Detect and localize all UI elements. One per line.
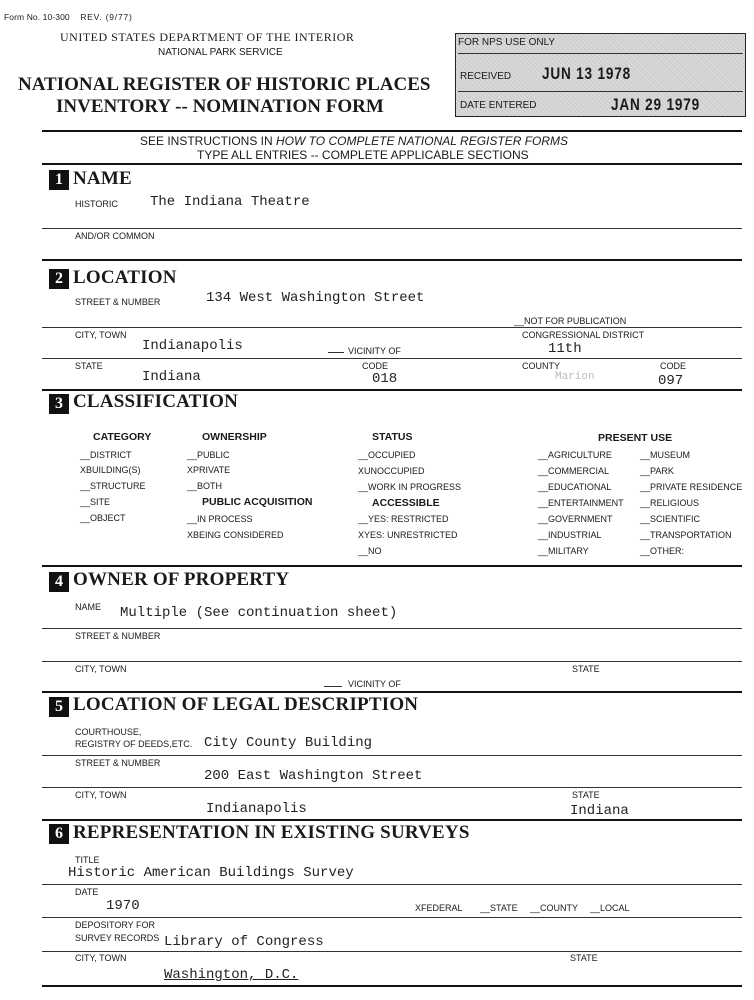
- section-5-title: LOCATION OF LEGAL DESCRIPTION: [73, 694, 419, 715]
- use-agriculture: __AGRICULTURE: [538, 450, 612, 460]
- form-title-line2: INVENTORY -- NOMINATION FORM: [56, 96, 384, 117]
- city-label: CITY, TOWN: [75, 330, 127, 340]
- congressional-district-label: CONGRESSIONAL DISTRICT: [522, 330, 645, 340]
- section-2-number: 2: [49, 269, 69, 289]
- survey-title-value: Historic American Buildings Survey: [68, 865, 354, 881]
- legal-city-label: CITY, TOWN: [75, 790, 127, 800]
- section-5-number: 5: [49, 697, 69, 717]
- use-other: __OTHER:: [640, 546, 685, 556]
- owner-street-label: STREET & NUMBER: [75, 631, 161, 641]
- section-3-number: 3: [49, 394, 69, 414]
- ownership-public: __PUBLIC: [187, 450, 230, 460]
- county-label: COUNTY: [522, 361, 560, 371]
- survey-date-value: 1970: [106, 898, 140, 914]
- use-government: __GOVERNMENT: [538, 514, 613, 524]
- accessible-no: __NO: [358, 546, 382, 556]
- survey-title-label: TITLE: [75, 855, 100, 865]
- use-transportation: __TRANSPORTATION: [640, 530, 732, 540]
- survey-federal: XFEDERAL: [415, 903, 463, 913]
- street-value: 134 West Washington Street: [206, 290, 425, 306]
- common-label: AND/OR COMMON: [75, 231, 155, 241]
- ownership-heading: OWNERSHIP: [202, 431, 267, 443]
- section-3-title: CLASSIFICATION: [73, 391, 239, 412]
- not-for-publication: __NOT FOR PUBLICATION: [514, 316, 627, 326]
- section-2-title: LOCATION: [73, 267, 177, 288]
- owner-name-label: NAME: [75, 602, 102, 612]
- survey-local: __LOCAL: [590, 903, 630, 913]
- section-6-title: REPRESENTATION IN EXISTING SURVEYS: [73, 822, 470, 843]
- owner-state-label: STATE: [572, 664, 600, 674]
- use-commercial: __COMMERCIAL: [538, 466, 610, 476]
- use-industrial: __INDUSTRIAL: [538, 530, 602, 540]
- service-name: NATIONAL PARK SERVICE: [158, 47, 283, 58]
- code2-value: 097: [658, 373, 684, 389]
- received-stamp: JUN 13 1978: [542, 64, 631, 83]
- historic-value: The Indiana Theatre: [150, 194, 310, 210]
- department-name: UNITED STATES DEPARTMENT OF THE INTERIOR: [60, 30, 355, 44]
- registry-value: City County Building: [204, 735, 373, 751]
- instructions-line2: TYPE ALL ENTRIES -- COMPLETE APPLICABLE SECTIONS: [197, 148, 529, 162]
- form-number: [4, 12, 133, 22]
- legal-state-label: STATE: [572, 790, 600, 800]
- vicinity-label: VICINITY OF: [348, 346, 401, 356]
- legal-state-value: Indiana: [570, 803, 629, 819]
- registry-label: REGISTRY OF DEEDS,ETC.: [75, 739, 193, 749]
- category-structure: __STRUCTURE: [80, 481, 146, 491]
- depository-label-2: SURVEY RECORDS: [75, 933, 160, 943]
- revision-text: REV. (9/77): [80, 12, 133, 22]
- date-entered-label: DATE ENTERED: [460, 100, 537, 111]
- depository-city-value: Washington, D.C.: [164, 967, 299, 983]
- accessible-unrestricted: XYES: UNRESTRICTED: [358, 530, 458, 540]
- ownership-private: XPRIVATE: [187, 465, 231, 475]
- category-heading: CATEGORY: [93, 431, 152, 443]
- accessible-heading: ACCESSIBLE: [372, 497, 440, 509]
- county-value: Marion: [555, 371, 595, 383]
- code-value: 018: [372, 371, 398, 387]
- use-educational: __EDUCATIONAL: [538, 482, 612, 492]
- code2-label: CODE: [660, 361, 687, 371]
- form-title-line1: NATIONAL REGISTER OF HISTORIC PLACES: [18, 74, 431, 95]
- use-park: __PARK: [640, 466, 674, 476]
- survey-date-label: DATE: [75, 887, 99, 897]
- code-label: CODE: [362, 361, 389, 371]
- status-work-in-progress: __WORK IN PROGRESS: [358, 482, 462, 492]
- category-district: __DISTRICT: [80, 450, 132, 460]
- date-entered-stamp: JAN 29 1979: [611, 95, 700, 114]
- courthouse-label: COURTHOUSE,: [75, 727, 142, 737]
- ownership-both: __BOTH: [187, 481, 223, 491]
- status-unoccupied: XUNOCCUPIED: [358, 466, 425, 476]
- form-no-text: Form No. 10-300: [4, 12, 70, 22]
- use-scientific: __SCIENTIFIC: [640, 514, 701, 524]
- status-occupied: __OCCUPIED: [358, 450, 416, 460]
- section-6-number: 6: [49, 824, 69, 844]
- acquisition-heading: PUBLIC ACQUISITION: [202, 496, 313, 508]
- category-site: __SITE: [80, 497, 111, 507]
- state-label: STATE: [75, 361, 103, 371]
- historic-label: HISTORIC: [75, 199, 118, 209]
- use-religious: __RELIGIOUS: [640, 498, 700, 508]
- legal-street-value: 200 East Washington Street: [204, 768, 423, 784]
- depository-state-label: STATE: [570, 953, 598, 963]
- owner-vicinity-label: VICINITY OF: [348, 679, 401, 689]
- nps-box-heading: FOR NPS USE ONLY: [458, 37, 556, 48]
- legal-street-label: STREET & NUMBER: [75, 758, 161, 768]
- state-value: Indiana: [142, 369, 201, 385]
- owner-name-value: Multiple (See continuation sheet): [120, 605, 398, 621]
- owner-city-label: CITY, TOWN: [75, 664, 127, 674]
- survey-county: __COUNTY: [530, 903, 579, 913]
- category-object: __OBJECT: [80, 513, 126, 523]
- use-entertainment: __ENTERTAINMENT: [538, 498, 624, 508]
- section-4-number: 4: [49, 572, 69, 592]
- congressional-district-value: 11th: [548, 341, 582, 357]
- depository-label-1: DEPOSITORY FOR: [75, 920, 156, 930]
- acquisition-being-considered: XBEING CONSIDERED: [187, 530, 284, 540]
- use-museum: __MUSEUM: [640, 450, 691, 460]
- survey-state: __STATE: [480, 903, 518, 913]
- section-4-title: OWNER OF PROPERTY: [73, 569, 290, 590]
- present-use-heading: PRESENT USE: [598, 432, 673, 444]
- section-1-number: 1: [49, 170, 69, 190]
- accessible-restricted: __YES: RESTRICTED: [358, 514, 449, 524]
- use-private-residence: __PRIVATE RESIDENCE: [640, 482, 743, 492]
- depository-value: Library of Congress: [164, 934, 324, 950]
- acquisition-in-process: __IN PROCESS: [187, 514, 253, 524]
- legal-city-value: Indianapolis: [206, 801, 307, 817]
- category-buildings: XBUILDING(S): [80, 465, 141, 475]
- received-label: RECEIVED: [460, 71, 512, 82]
- section-1-title: NAME: [73, 168, 132, 189]
- street-label: STREET & NUMBER: [75, 297, 161, 307]
- nps-use-box: [455, 33, 746, 117]
- instructions-line1: SEE INSTRUCTIONS IN HOW TO COMPLETE NATIONAL REGISTER FORMS: [140, 134, 569, 148]
- city-value: Indianapolis: [142, 338, 243, 354]
- depository-city-label: CITY, TOWN: [75, 953, 127, 963]
- status-heading: STATUS: [372, 431, 413, 443]
- use-military: __MILITARY: [538, 546, 589, 556]
